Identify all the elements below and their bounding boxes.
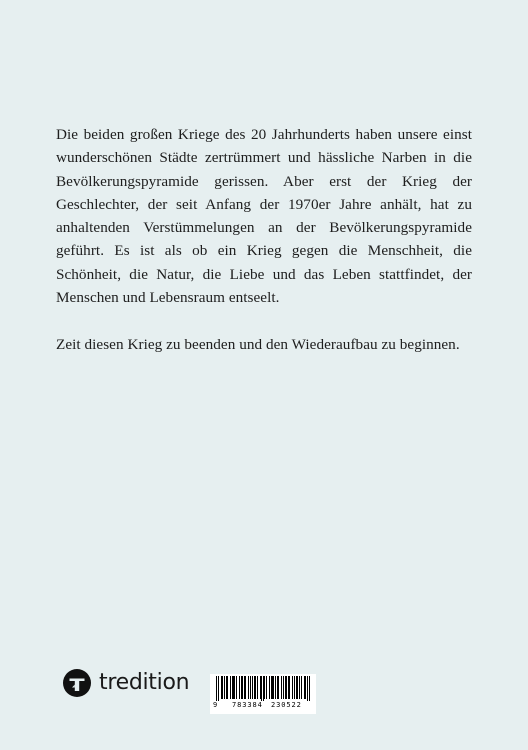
barcode-right-group: 230522 [271, 701, 302, 709]
barcode-bar [218, 676, 219, 701]
barcode-bars [216, 676, 310, 701]
barcode-bar [233, 676, 234, 699]
publisher-name: tredition [99, 670, 190, 695]
barcode-bar [244, 676, 245, 699]
barcode-bar [241, 676, 242, 699]
barcode-bar [266, 676, 267, 699]
back-cover-blurb [56, 123, 472, 381]
barcode-bar [273, 676, 274, 699]
barcode-first-digit: 9 [213, 701, 218, 709]
barcode-bar [297, 676, 298, 699]
barcode-bar [272, 676, 273, 699]
barcode-bar [283, 676, 284, 699]
barcode-bar [277, 676, 278, 699]
isbn-barcode [210, 674, 316, 714]
barcode-bar [255, 676, 256, 699]
barcode-bar [236, 676, 237, 699]
barcode-bar [222, 676, 223, 699]
barcode-bar [230, 676, 231, 699]
blurb-paragraph-2: Zeit diesen Krieg zu beenden und den Wiederaufbau zu beginnen. [56, 336, 460, 354]
barcode-bar [281, 676, 282, 699]
barcode-bar [301, 676, 302, 699]
barcode-left-group: 783384 [232, 701, 263, 709]
barcode-bar [252, 676, 253, 699]
barcode-bar [232, 676, 233, 699]
barcode-bar [269, 676, 270, 699]
barcode-bar [221, 676, 222, 699]
barcode-bar [260, 676, 261, 699]
barcode-bar [234, 676, 235, 699]
barcode-bar [271, 676, 272, 699]
barcode-bar [309, 676, 310, 701]
barcode-bar [288, 676, 289, 699]
publisher-logo [63, 668, 189, 698]
barcode-bar [304, 676, 305, 699]
barcode-bar [286, 676, 287, 699]
barcode-bar [289, 676, 290, 699]
barcode-bar [216, 676, 217, 701]
barcode-bar [242, 676, 243, 699]
barcode-bar [263, 676, 264, 701]
barcode-bar [285, 676, 286, 699]
barcode-bar [299, 676, 300, 699]
barcode-bar [250, 676, 251, 699]
barcode-bar [292, 676, 293, 699]
barcode-bar [245, 676, 246, 699]
barcode-bar [224, 676, 225, 699]
barcode-bar [257, 676, 258, 699]
blurb-paragraph-1: Die beiden großen Kriege des 20 Jahrhunderts haben unsere einst wunderschönen Städte zertrümmert und hässliche Narben in die Bevölkerungspyramide gerissen. Aber erst der Krieg der Geschlechter, der seit Anfang der 1970er Jahre anhält, hat zu anhaltenden Verstümmelungen an der Bevölkerungspyramide geführt. Es ist als ob ein Krieg gegen die Menschheit, die Schönheit, die Natur, die Liebe und das Leben stattfindet, der Menschen und Lebensraum entseelt. [56, 126, 472, 307]
barcode-bar [294, 676, 295, 699]
tredition-logo-icon [63, 669, 91, 697]
barcode-bar [239, 676, 240, 699]
barcode-bar [296, 676, 297, 699]
barcode-bar [278, 676, 279, 699]
barcode-bar [264, 676, 265, 699]
barcode-digits [210, 700, 316, 712]
barcode-bar [307, 676, 308, 701]
barcode-bar [305, 676, 306, 699]
barcode-bar [275, 676, 276, 699]
barcode-bar [254, 676, 255, 699]
barcode-bar [226, 676, 227, 699]
barcode-bar [261, 676, 262, 701]
barcode-bar [227, 676, 228, 699]
barcode-bar [248, 676, 249, 699]
